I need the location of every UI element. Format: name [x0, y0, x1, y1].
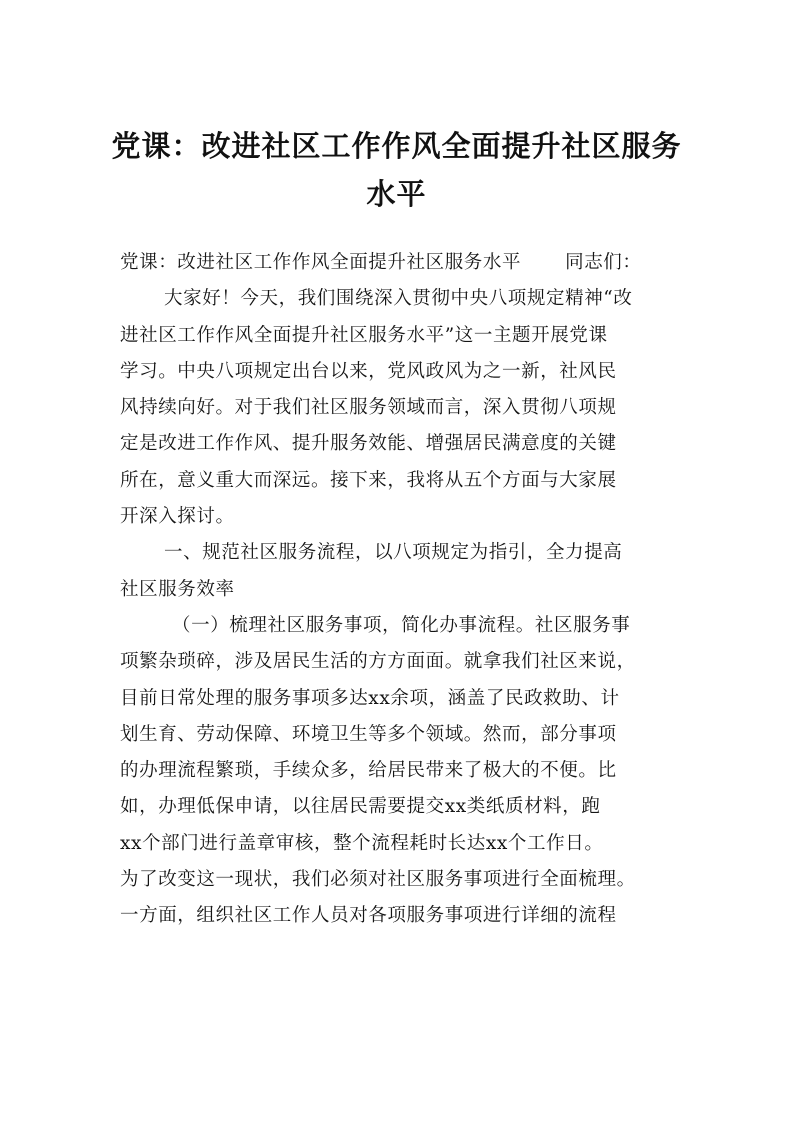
title-line-2: 水平 [366, 177, 427, 211]
title-line-1: 党课：改进社区工作作风全面提升社区服务 [111, 129, 682, 163]
paragraph-line: 划生育、劳动保障、环境卫生等多个领域。然而，部分事项 [120, 723, 617, 745]
paragraph-line: （一）梳理社区服务事项，简化办事流程。社区服务事 [172, 614, 631, 636]
paragraph-line: 一方面，组织社区工作人员对各项服务事项进行详细的流程 [120, 905, 617, 927]
paragraph-line: 为了改变这一现状，我们必须对社区服务事项进行全面梳理。 [120, 869, 636, 891]
paragraph-line: 项繁杂琐碎，涉及居民生活的方方面面。就拿我们社区来说， [120, 651, 636, 673]
paragraph-line: 的办理流程繁琐，手续众多，给居民带来了极大的不便。比 [120, 760, 617, 782]
document-body [120, 245, 676, 935]
subtitle-line [120, 245, 676, 281]
paragraph-line: 如，办理低保申请，以往居民需要提交xx类纸质材料，跑 [120, 796, 601, 818]
paragraph-line: 目前日常处理的服务事项多达xx余项，涵盖了民政救助、计 [120, 687, 620, 709]
subtitle-left: 党课：改进社区工作作风全面提升社区服务水平 [120, 252, 522, 273]
paragraph-line: 进社区工作作风全面提升社区服务水平”这一主题开展党课 [120, 324, 608, 346]
section-heading-line: 一、规范社区服务流程，以八项规定为指引，全力提高 [164, 542, 623, 564]
document-title [100, 122, 693, 218]
subtitle-right: 同志们： [565, 252, 642, 273]
paragraph-line: 开深入探讨。 [120, 506, 235, 528]
section-heading-line: 社区服务效率 [120, 578, 235, 600]
paragraph-line: xx个部门进行盖章审核，整个流程耗时长达xx个工作日。 [120, 832, 604, 854]
paragraph-line: 所在，意义重大而深远。接下来，我将从五个方面与大家展 [120, 469, 617, 491]
paragraph-line: 大家好！今天，我们围绕深入贯彻中央八项规定精神“改 [164, 288, 633, 310]
paragraph-line: 定是改进工作作风、提升服务效能、增强居民满意度的关键 [120, 433, 617, 455]
paragraph-line: 风持续向好。对于我们社区服务领域而言，深入贯彻八项规 [120, 397, 617, 419]
paragraph-line: 学习。中央八项规定出台以来，党风政风为之一新，社风民 [120, 360, 617, 382]
